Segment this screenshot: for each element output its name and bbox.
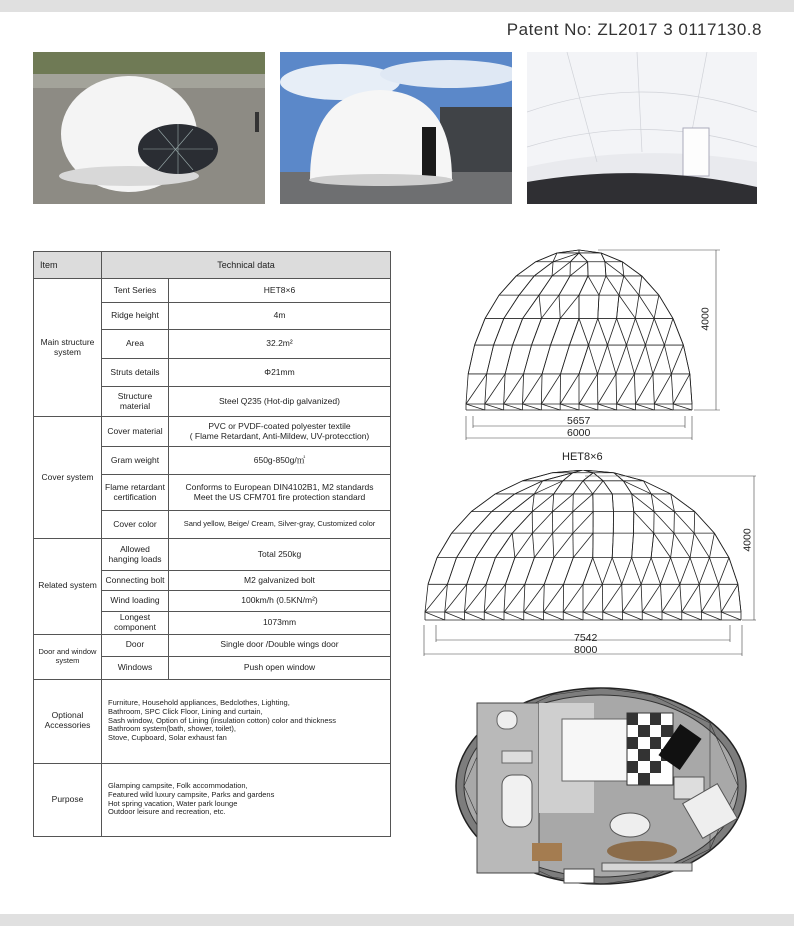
value-line: ( Flame Retardant, Anti-Mildew, UV-protecction) <box>189 430 370 441</box>
row-value <box>169 417 391 447</box>
optional-list <box>102 679 391 763</box>
row-label: Windows <box>102 656 169 679</box>
row-label: Structure material <box>102 387 169 417</box>
row-label: Connecting bolt <box>102 571 169 591</box>
group-door: Door and window system <box>34 634 102 679</box>
spec-table <box>33 251 391 837</box>
diagram-caption: HET8×6 <box>562 451 603 463</box>
list-item: Glamping campsite, Folk accommodation, <box>108 781 248 791</box>
row-label: Cover material <box>102 417 169 447</box>
row-label: Longest component <box>102 612 169 635</box>
row-label: Tent Series <box>102 279 169 303</box>
table-row <box>34 417 391 447</box>
front-inner-width: 5657 <box>567 415 591 427</box>
row-label: Allowed hanging loads <box>102 539 169 571</box>
row-label: Ridge height <box>102 303 169 330</box>
row-value: 100km/h (0.5KN/m²) <box>169 591 391 612</box>
list-item: Featured wild luxury campsite, Parks and gardens <box>108 789 275 799</box>
list-item: Hot spring vacation, Water park lounge <box>108 798 238 808</box>
list-item: Sash window, Option of Lining (insulation cotton) color and thickness <box>108 715 337 725</box>
row-value: HET8×6 <box>169 279 391 303</box>
side-outer-width: 8000 <box>574 644 598 656</box>
front-elevation-diagram <box>458 244 728 444</box>
purpose-list <box>102 763 391 836</box>
row-label: Cover color <box>102 511 169 539</box>
row-value: Push open window <box>169 656 391 679</box>
group-related: Related system <box>34 539 102 635</box>
row-value: 1073mm <box>169 612 391 635</box>
row-label: Struts details <box>102 359 169 387</box>
value-line: Meet the US CFM701 fire protection standard <box>193 491 366 502</box>
row-value: Total 250kg <box>169 539 391 571</box>
row-value <box>169 475 391 511</box>
row-value: M2 galvanized bolt <box>169 571 391 591</box>
value-line: Conforms to European DIN4102B1, M2 standards <box>185 481 374 492</box>
table-row <box>34 634 391 656</box>
patent-number: Patent No: ZL2017 3 0117130.8 <box>506 20 762 39</box>
side-inner-width: 7542 <box>574 632 598 644</box>
front-height: 4000 <box>699 307 712 331</box>
group-purpose: Purpose <box>34 763 102 836</box>
group-cover: Cover system <box>34 417 102 539</box>
table-header <box>34 252 391 279</box>
table-row <box>34 679 391 763</box>
row-label: Door <box>102 634 169 656</box>
header-technical: Technical data <box>102 252 391 279</box>
list-item: Bathroom system(bath, shower, toilet), <box>108 724 236 734</box>
row-value: 32.2m² <box>169 330 391 359</box>
side-height: 4000 <box>741 528 754 552</box>
row-label: Wind loading <box>102 591 169 612</box>
bottom-bar <box>0 914 794 926</box>
list-item: Bathroom, SPC Click Floor, Lining and curtain, <box>108 707 263 717</box>
photo-dome-door <box>280 52 512 204</box>
floor-plan <box>452 683 750 889</box>
row-value: Single door /Double wings door <box>169 634 391 656</box>
table-row <box>34 279 391 303</box>
list-item: Outdoor leisure and recreation, etc. <box>108 807 226 817</box>
row-value: Steel Q235 (Hot-dip galvanized) <box>169 387 391 417</box>
value-line: PVC or PVDF-coated polyester textile <box>208 420 351 431</box>
row-value: Sand yellow, Beige/ Cream, Silver-gray, Customized color <box>169 511 391 539</box>
row-label: Gram weight <box>102 447 169 475</box>
group-optional: Optional Accessories <box>34 679 102 763</box>
row-label: Area <box>102 330 169 359</box>
group-main: Main structure system <box>34 279 102 417</box>
row-value: 650g-850g/㎡ <box>169 447 391 475</box>
row-value: 4m <box>169 303 391 330</box>
row-label: Flame retardant certification <box>102 475 169 511</box>
photo-dome-window <box>33 52 265 204</box>
front-outer-width: 6000 <box>567 427 591 439</box>
table-row <box>34 763 391 836</box>
table-row <box>34 539 391 571</box>
top-bar <box>0 0 794 12</box>
header-item: Item <box>34 252 102 279</box>
photo-dome-interior <box>527 52 757 204</box>
row-value: Φ21mm <box>169 359 391 387</box>
list-item: Furniture, Household appliances, Bedclothes, Lighting, <box>108 698 290 708</box>
list-item: Stove, Cupboard, Solar exhaust fan <box>108 732 227 742</box>
